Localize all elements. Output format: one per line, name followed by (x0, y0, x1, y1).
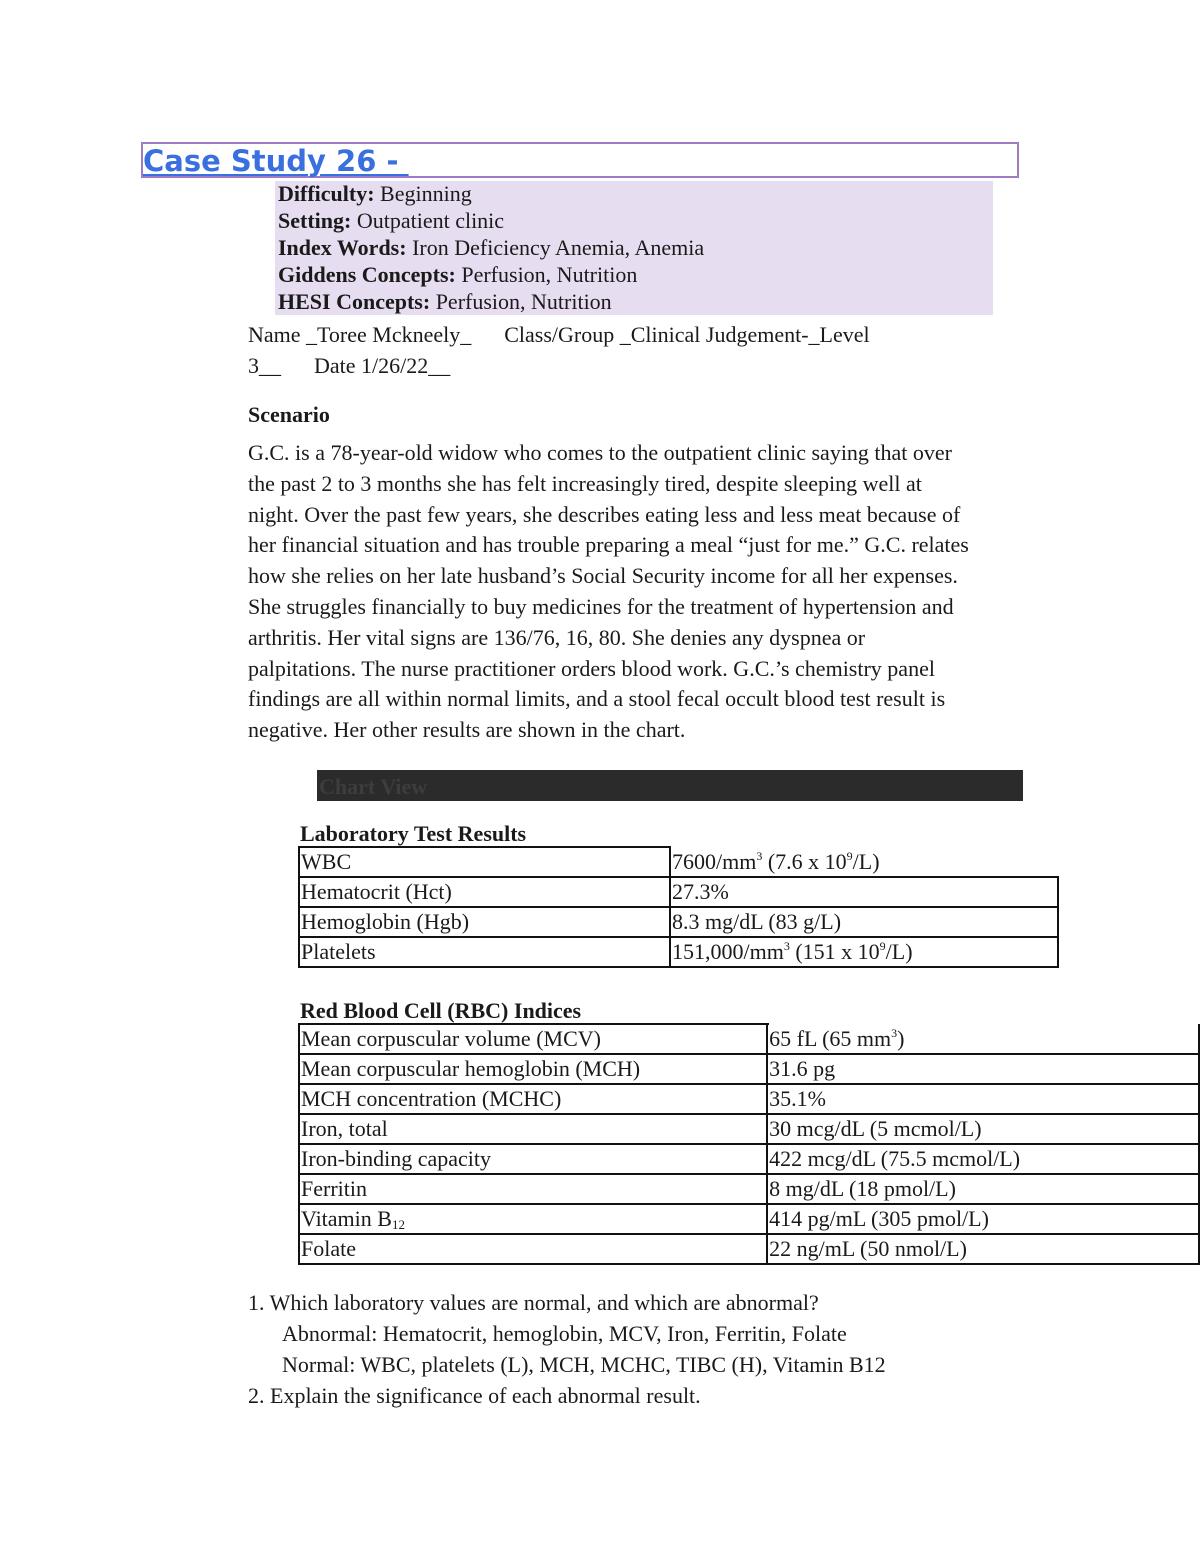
table-row (299, 1024, 1199, 1054)
rbc-indices-heading: Red Blood Cell (RBC) Indices (300, 998, 582, 1023)
rbc-test-name: Iron, total (299, 1114, 767, 1144)
table-row (299, 1084, 1199, 1114)
lab-test-value: $151,000/mm^3$ (151 x $10^9/L$) (670, 937, 1058, 967)
scenario-line: palpitations. The nurse practitioner orders blood work. G.C.’s chemistry panel (248, 655, 935, 681)
rbc-test-name: Ferritin (299, 1174, 767, 1204)
table-row (299, 877, 1058, 907)
scenario-heading: Scenario (248, 402, 330, 427)
scenario-line: findings are all within normal limits, and a stool fecal occult blood test result is (248, 686, 946, 712)
scenario-paragraph (248, 438, 1038, 746)
lab-test-value: 8.3 mg/dL (83 g/L) (670, 907, 1058, 937)
scenario-line: arthritis. Her vital signs are 136/76, 16, 80. She denies any dyspnea or (248, 624, 866, 650)
lab-results-table (298, 846, 1059, 968)
lab-test-name: Hematocrit (Hct) (299, 877, 670, 907)
rbc-test-name: Vitamin $B_{12}$ (299, 1204, 767, 1234)
meta-setting: Setting: Outpatient clinic (278, 208, 505, 233)
answer-abnormal: Abnormal: Hematocrit, hemoglobin, MCV, Iron, Ferritin, Folate (282, 1321, 847, 1346)
table-row (299, 907, 1058, 937)
meta-index-words: Index Words: Iron Deficiency Anemia, Anemia (278, 235, 705, 260)
rbc-test-name: Folate (299, 1234, 767, 1264)
level-date-line: 3__ Date 1/26/22__ (248, 353, 451, 378)
lab-test-name: Platelets (299, 937, 670, 967)
scenario-line: night. Over the past few years, she describes eating less and less meat because of (248, 501, 961, 527)
scenario-line: negative. Her other results are shown in the chart. (248, 717, 686, 743)
rbc-test-value: 414 pg/mL (305 pmol/L) (767, 1204, 1199, 1234)
table-rule (298, 1023, 769, 1025)
rbc-indices-table (298, 1023, 1200, 1265)
scenario-line: how she relies on her late husband’s Social Security income for all her expenses. (248, 563, 958, 589)
rbc-test-value: 8 mg/dL (18 pmol/L) (767, 1174, 1199, 1204)
question-1: 1. Which laboratory values are normal, and which are abnormal? (248, 1290, 819, 1315)
lab-test-value: 27.3% (670, 877, 1058, 907)
lab-test-value: $7600/mm^3$ (7.6 x $10^9/L$) (670, 847, 1058, 877)
scenario-line: G.C. is a 78-year-old widow who comes to the outpatient clinic saying that over (248, 440, 953, 465)
table-row (299, 1054, 1199, 1084)
meta-difficulty: Difficulty: Beginning (278, 181, 472, 206)
rbc-test-value: 30 mcg/dL (5 mcmol/L) (767, 1114, 1199, 1144)
table-row (299, 1114, 1199, 1144)
rbc-test-name: Mean corpuscular hemoglobin (MCH) (299, 1054, 767, 1084)
table-row (299, 1144, 1199, 1174)
scenario-line: her financial situation and has trouble preparing a meal “just for me.” G.C. relates (248, 532, 969, 558)
lab-results-heading: Laboratory Test Results (300, 821, 527, 846)
table-row (299, 1234, 1199, 1264)
meta-hesi-concepts: HESI Concepts: Perfusion, Nutrition (278, 289, 612, 314)
table-row (299, 1174, 1199, 1204)
table-row (299, 1204, 1199, 1234)
name-class-line: Name _Toree Mckneely_ Class/Group _Clinical Judgement-_Level (248, 322, 870, 347)
answer-normal: Normal: WBC, platelets (L), MCH, MCHC, TIBC (H), Vitamin B12 (282, 1352, 886, 1377)
table-row (299, 937, 1058, 967)
chart-view-label: Chart View (319, 774, 428, 799)
question-2: 2. Explain the significance of each abnormal result. (248, 1383, 701, 1408)
scenario-line: She struggles financially to buy medicines for the treatment of hypertension and (248, 593, 954, 619)
rbc-test-value: 31.6 pg (767, 1054, 1199, 1084)
rbc-test-value: 65 fL (65 $mm^3$) (767, 1024, 1199, 1054)
scenario-line: the past 2 to 3 months she has felt increasingly tired, despite sleeping well at (248, 470, 922, 496)
rbc-test-value: 422 mcg/dL (75.5 mcmol/L) (767, 1144, 1199, 1174)
rbc-test-value: 22 ng/mL (50 nmol/L) (767, 1234, 1199, 1264)
rbc-test-name: MCH concentration (MCHC) (299, 1084, 767, 1114)
table-row (299, 847, 1058, 877)
meta-giddens-concepts: Giddens Concepts: Perfusion, Nutrition (278, 262, 638, 287)
table-rule (298, 846, 671, 848)
page-title: Case Study 26 - (143, 144, 409, 178)
rbc-test-name: Mean corpuscular volume (MCV) (299, 1024, 767, 1054)
lab-test-name: Hemoglobin (Hgb) (299, 907, 670, 937)
lab-test-name: WBC (299, 847, 670, 877)
rbc-test-value: 35.1% (767, 1084, 1199, 1114)
rbc-test-name: Iron-binding capacity (299, 1144, 767, 1174)
